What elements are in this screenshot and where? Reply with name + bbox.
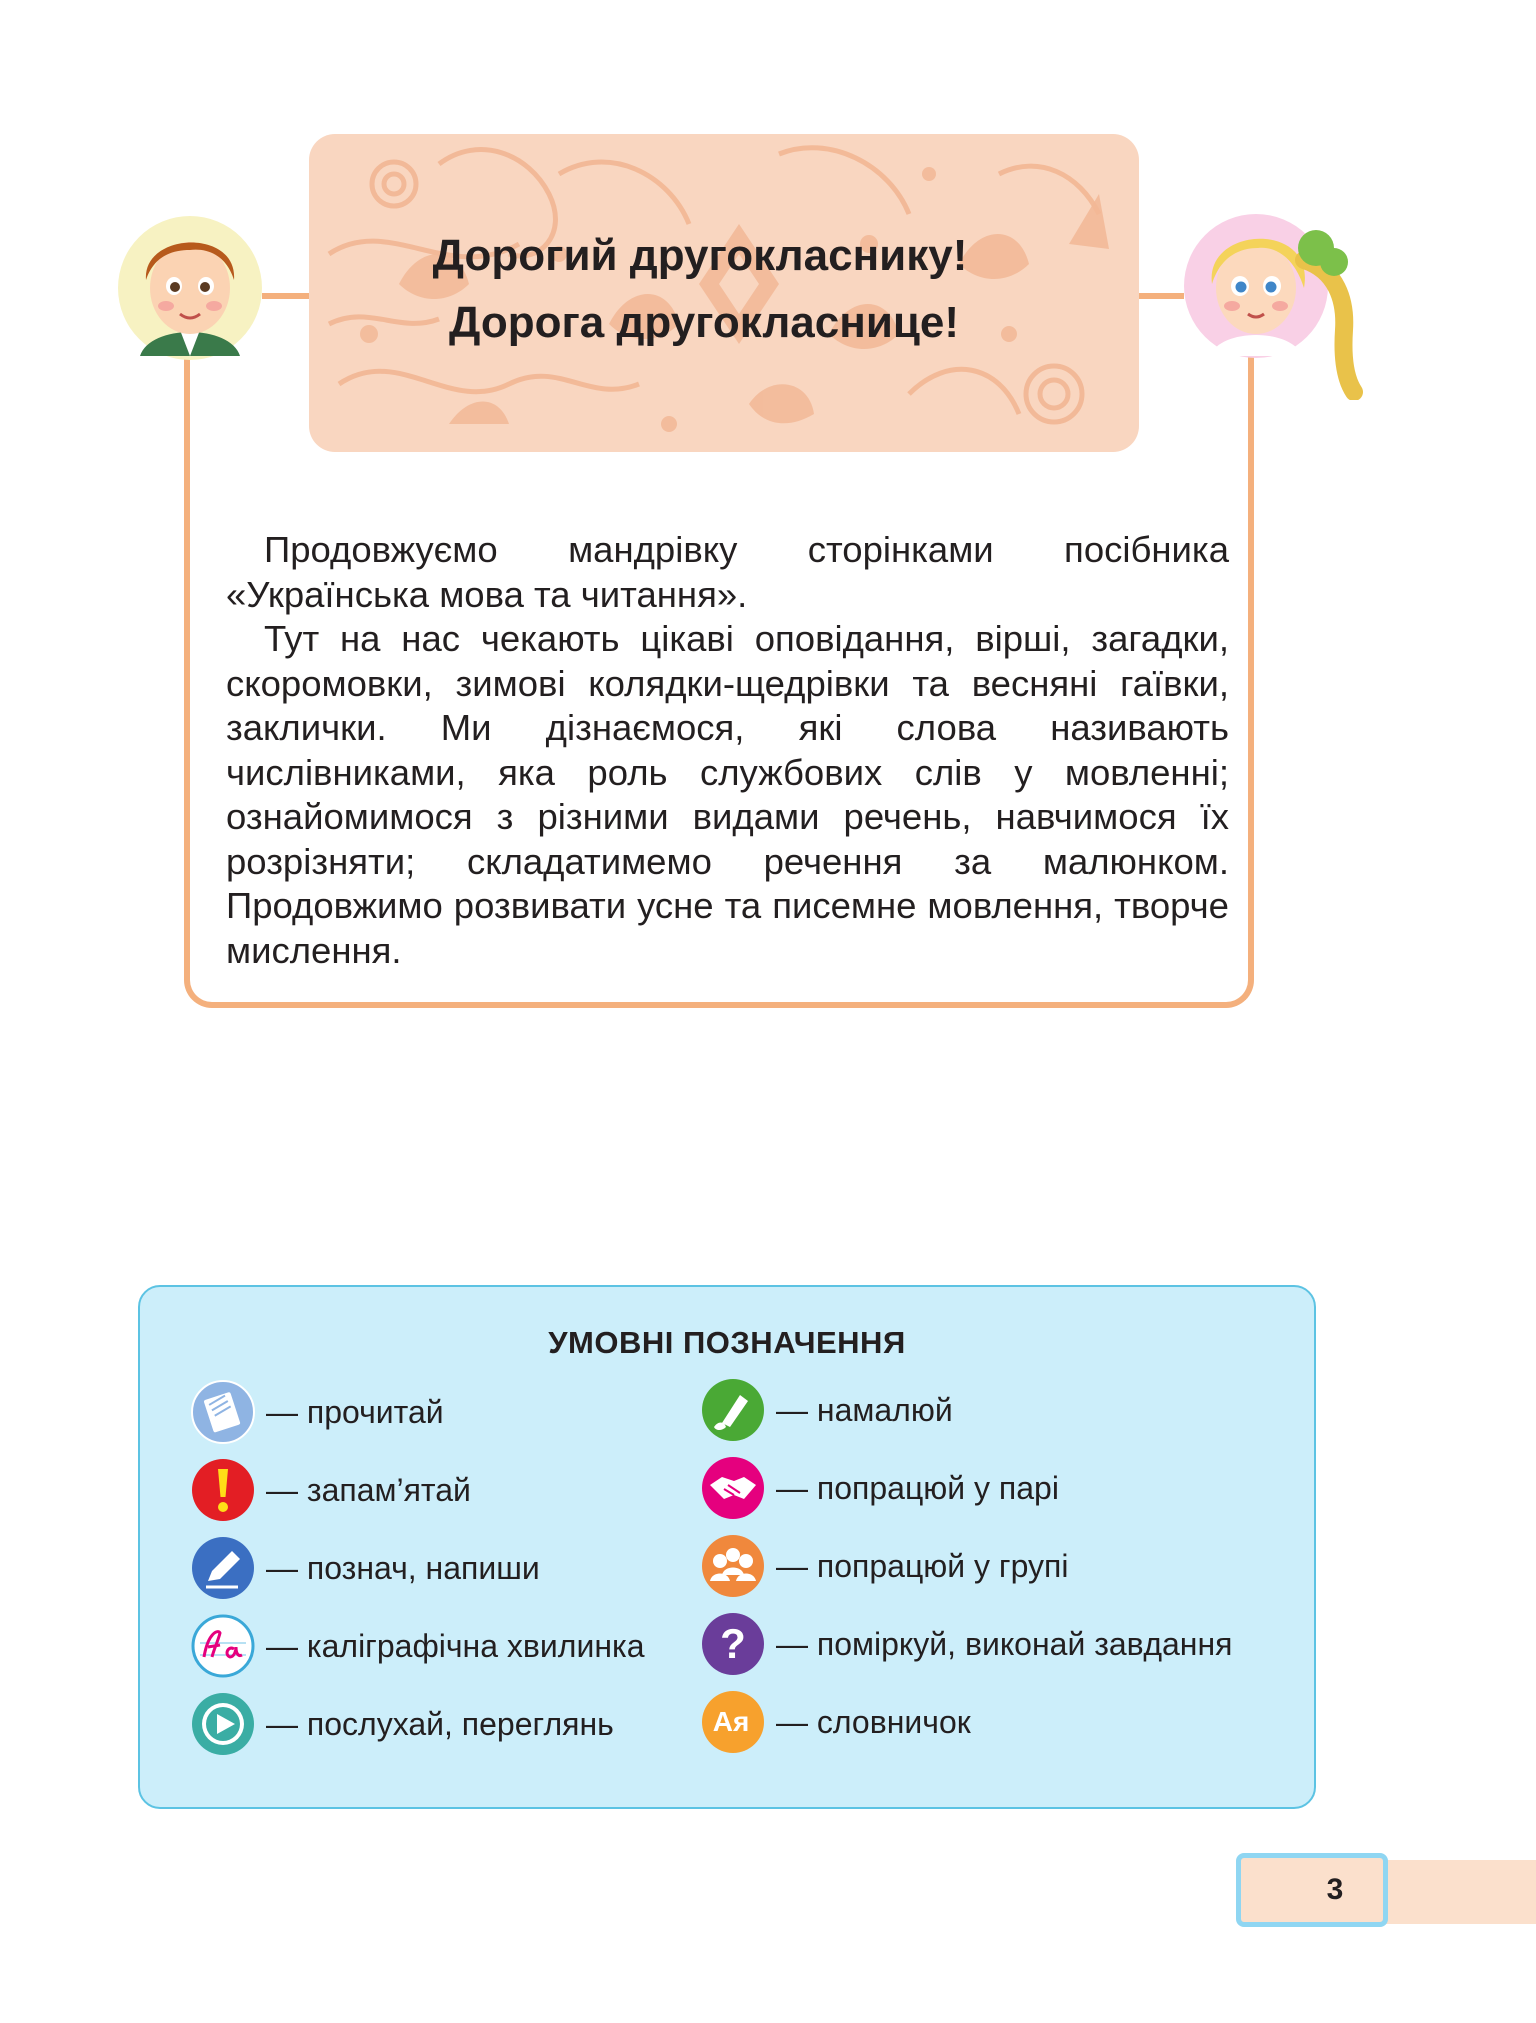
handshake-icon xyxy=(700,1455,766,1521)
legend-item-pair xyxy=(700,1455,1059,1521)
legend-item-remember xyxy=(190,1457,471,1523)
legend-title: УМОВНІ ПОЗНАЧЕННЯ xyxy=(548,1325,906,1360)
greeting-banner xyxy=(309,134,1139,452)
legend-label: — словничок xyxy=(776,1703,971,1740)
dictionary-glyph: Ая xyxy=(712,1706,750,1737)
paint-icon xyxy=(700,1377,766,1443)
question-icon xyxy=(700,1611,766,1677)
legend-label: — попрацюй у парі xyxy=(776,1469,1059,1506)
legend-label: — попрацюй у групі xyxy=(776,1547,1069,1584)
dictionary-icon xyxy=(700,1689,766,1755)
page-number xyxy=(1236,1853,1388,1927)
legend-item-think xyxy=(700,1611,1232,1677)
legend-label: — поміркуй, виконай завдання xyxy=(776,1625,1233,1662)
legend-item-draw xyxy=(700,1377,953,1443)
legend-label: — запам’ятай xyxy=(266,1471,471,1508)
svg-text:?: ? xyxy=(720,1620,746,1667)
legend-item-calligraphy xyxy=(190,1613,645,1679)
legend-box xyxy=(138,1285,1316,1809)
greeting-title-boy: Дорогий другокласнику! xyxy=(432,231,968,280)
intro-paragraph-2: Тут на нас чекають цікаві оповідання, вірші, загадки, скоромовки, зимові колядки-щедрівки та весняні гаївки, заклички. Ми дізнаємося, які слова називають числівниками, яка роль службових слів у мовленні; ознайомимося з різними видами речень, навчимося їх розрізняти; складатимемо речення за малюнком. Продовжимо розвивати усне та писемне мовлення, творче мислення. xyxy=(226,618,1229,971)
page-number-text: 3 xyxy=(1326,1873,1344,1906)
intro-text xyxy=(226,528,1229,973)
read-icon xyxy=(190,1379,256,1445)
pencil-icon xyxy=(190,1535,256,1601)
greeting-title-girl: Дорога другокласнице! xyxy=(448,298,960,347)
legend-item-write xyxy=(190,1535,540,1601)
boy-avatar xyxy=(110,206,270,366)
legend-label: — послухай, переглянь xyxy=(266,1705,614,1742)
legend-item-read xyxy=(190,1379,444,1445)
legend-label: — намалюй xyxy=(776,1391,953,1428)
legend-label: — прочитай xyxy=(266,1393,444,1430)
legend-item-group xyxy=(700,1533,1068,1599)
group-icon xyxy=(700,1533,766,1599)
legend-item-dictionary xyxy=(700,1689,971,1755)
intro-paragraph-1: Продовжуємо мандрівку сторінками посібника «Українська мова та читання». xyxy=(226,529,1229,615)
play-icon xyxy=(190,1691,256,1757)
legend-label: — познач, напиши xyxy=(266,1549,540,1586)
folk-ornament-icon xyxy=(309,134,1139,452)
legend-item-listen xyxy=(190,1691,614,1757)
exclamation-icon xyxy=(190,1457,256,1523)
girl-avatar xyxy=(1176,200,1406,400)
legend-label: — каліграфічна хвилинка xyxy=(266,1627,645,1664)
calligraphy-icon xyxy=(190,1613,256,1679)
